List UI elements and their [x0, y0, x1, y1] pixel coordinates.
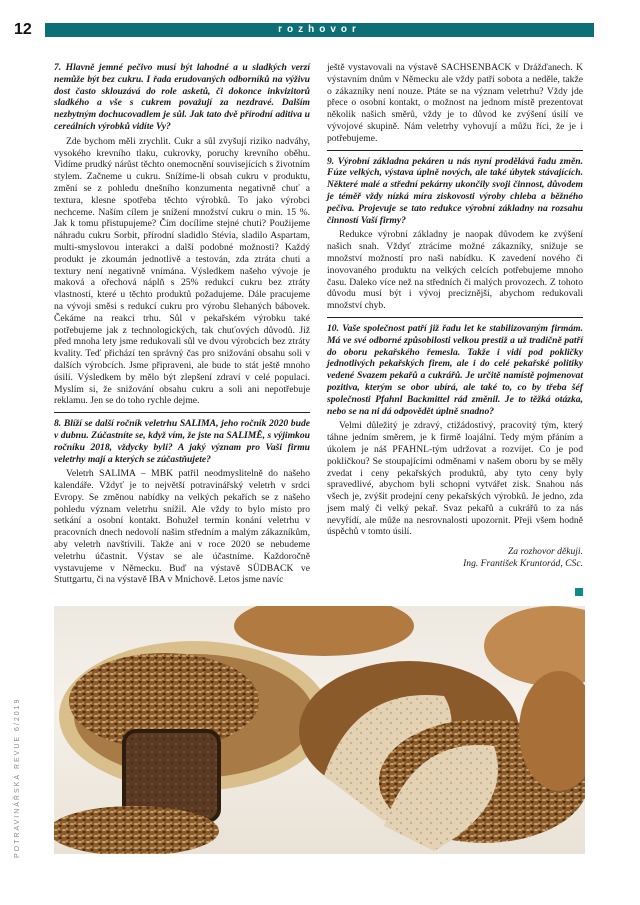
right-column [327, 62, 583, 570]
answer-9: Redukce výrobní základny je naopak důvodem ke zvýšení našich snah. Vždyť ztrácíme možné zákazníky, snižuje se množství možností pro naši nabídku. K zavedení nového či inovovaného produktu na velkých celcích potřebujeme mnoho času. Daleko více než na středních či malých provozech. Z tohoto důvodu musí být i vývoj preciznější, abychom redukovali množství chyb. [327, 229, 583, 312]
end-mark-icon [575, 588, 583, 596]
answer-8-continued: ještě vystavovali na výstavě SACHSENBACK v Drážďanech. K výstavním dnům v Německu ale vždy patří sobota a neděle, takže o zákazníky není nouze. Ptáte se na význam veletrhu? Vždy jde přece o osobní kontakt, o možnost na jednom místě prezentovat několik našich směrů, vždy je to důvod ke zvýšení úsilí ve vývojové skupině. Nám veletrhy vyhovují a můžu říci, že je i potřebujeme. [327, 62, 583, 144]
magazine-side-label: POTRAVINÁŘSKÁ REVUE 6/2019 [14, 697, 21, 858]
question-9: 9. Výrobní základna pekáren u nás nyní prodělává řadu změn. Fúze velkých, výstava úplně nových, ale také úbytek stávajících. Některé malé a střední pekárny ukončily svoji činnost, důvodem je téměř vždy nízká míra ziskovosti výroby chleba a běžného pečiva. Projevuje se tato redukce výrobní základny na rozsahu činností Vaší firmy? [327, 155, 583, 226]
thanks-line: Za rozhovor děkuji. [507, 546, 583, 558]
author-line: Ing. František Kruntorád, CSc. [463, 558, 583, 570]
section-header: rozhovor [45, 23, 594, 37]
divider [327, 150, 583, 151]
question-7: 7. Hlavně jemné pečivo musí být lahodné a u sladkých verzí nemůže být bez cukru. I řada erudovaných odborníků na výživu dost často sklouzává do role asketů, či dokonce inkvizitorů sladkého a vše s cukrem považují za nezdravé. Dalším nezbytným dochucovadlem je sůl. Jak tato dvě přírodní aditiva u cereálních výrobků vidíte Vy? [54, 62, 310, 132]
answer-7: Zde bychom měli zrychlit. Cukr a sůl zvyšují riziko nadváhy, vysokého krevního tlaku, cukrovky, poruchy krevního oběhu. Vidíme prudký nárůst těchto onemocnění souvisejících s životním stylem. Začneme u cukru. Snížíme-li obsah cukru v produktu, změní se z pohledu dnešního konzumenta negativně chuť a textura, klesne spotřeba těchto výrobků. To jako výrobci nechceme. Naším cílem je snížení množství cukru o min. 15 %. Jak k tomu přistupujeme? Čím docílíme stejné chuti? Použijeme náhradu cukru Sorbit, přírodní sladidlo Stévia, sladilo Aspartam, multi-smyslovou interakci a další podobné možnosti? Každý produkt je zkoumán jednotlivě a testován, zda ztráta chuti a textury není negativně vnímána. Výsledkem našeho vývoje je maková a ořechová náplň s 25% redukcí cukru bez ztráty vlastností, které u těchto produktů požadujeme. Dále pracujeme na vývoji směsi s redukcí cukru pro výrobu šlehaných bábovek. Čekáme na reakci trhu. Sůl v pekařském výrobku také potřebujeme jak z technologických, tak chuťových důvodů. Již před mnoha lety jsme redukovali sůl ve dvou výrobcích bez ztráty kvality. Teď přichází ten správný čas pro snižování obsahu soli v dalších výrobcích. Jsme připraveni, ale bude to stát ještě mnoho úsilí. Výsledkem by mělo být zlepšení zdraví v celé populaci. Myslím si, že snižování obsahu cukru a soli ani nepotřebuje reklamu. Jen se do toho rychle dejme. [54, 135, 310, 407]
divider [54, 412, 310, 413]
signature [327, 546, 583, 570]
answer-8: Veletrh SALIMA – MBK patřil neodmyslitelně do našeho kalendáře. Vždyť je to největší potravinářský veletrh v srdci Evropy. Se změnou nabídky na velkých pekařích se z našeho pohledu význam veletrhu snížil. Ale vždy to bylo místo pro setkání a osobní kontakt. Bohužel termín konání veletrhu v pracovních dnech nedovolí našim středním a malým zákazníkům, aby veletrh navštívili. Takže ani v roce 2020 se nebudeme veletrhu účastnit. Výstav se ale účastníme. Každoročně vystavujeme v Německu. Buď na výstavě SÜDBACK ve Stuttgartu, či na výstavě IBA v Mnichově. Letos jsme navíc [54, 468, 310, 586]
left-column [54, 62, 310, 586]
bread-illustration [54, 606, 585, 854]
bread-photo [54, 606, 585, 854]
answer-10: Velmi důležitý je zdravý, ctižádostivý, pracovitý tým, který táhne jedním směrem, je k firmě loajální. Tedy mým přáním a úkolem je náš PFAHNL-tým udržovat a rozvíjet. Co je pod pokličkou? Se stoupajícími odměnami v našem oboru by se měly zvedat i ceny pekařských produktů, aby tyto ceny byly spravedlivé, abychom byli schopni vytvářet zisk. Snahou nás všech je, zvýšit prodejní ceny pekařských výrobků. Je jedno, zda jsem malý či velký pekař. Svaz pekařů a cukrářů to za nás nevyřídí, ale může na nesrovnalosti upozornit. Přeji všem hodně úspěchů v tomto úsilí. [327, 420, 583, 538]
question-10: 10. Vaše společnost patří již řadu let ke stabilizovaným firmám. Má ve své odborné způsobilosti velkou prestiž a už tradičně patří do oboru pekařského řemesla. Takže i vidí pod pokličky jednotlivých pekařských firem, ale i do celé pekařské politiky vedené Svazem pekařů a cukrářů. Je určitě namístě pojmenovat pozitiva, kterým se obor ubírá, ale také to, co by třeba šéf společnosti Pfahnl Backmittel rád změnil. Je to těžká otázka, nebo se na ni dá odpovědět úplně snadno? [327, 322, 583, 417]
question-8: 8. Blíží se další ročník veletrhu SALIMA, jeho ročník 2020 bude v dubnu. Zúčastníte se, když vím, že jste na SALIMĚ, s výjimkou ročníku 2018, vždycky byli? A jaký význam pro Vaši firmu veletrhy mají a kterých se zúčastňujete? [54, 418, 310, 465]
divider [327, 317, 583, 318]
page-number: 12 [14, 21, 32, 38]
